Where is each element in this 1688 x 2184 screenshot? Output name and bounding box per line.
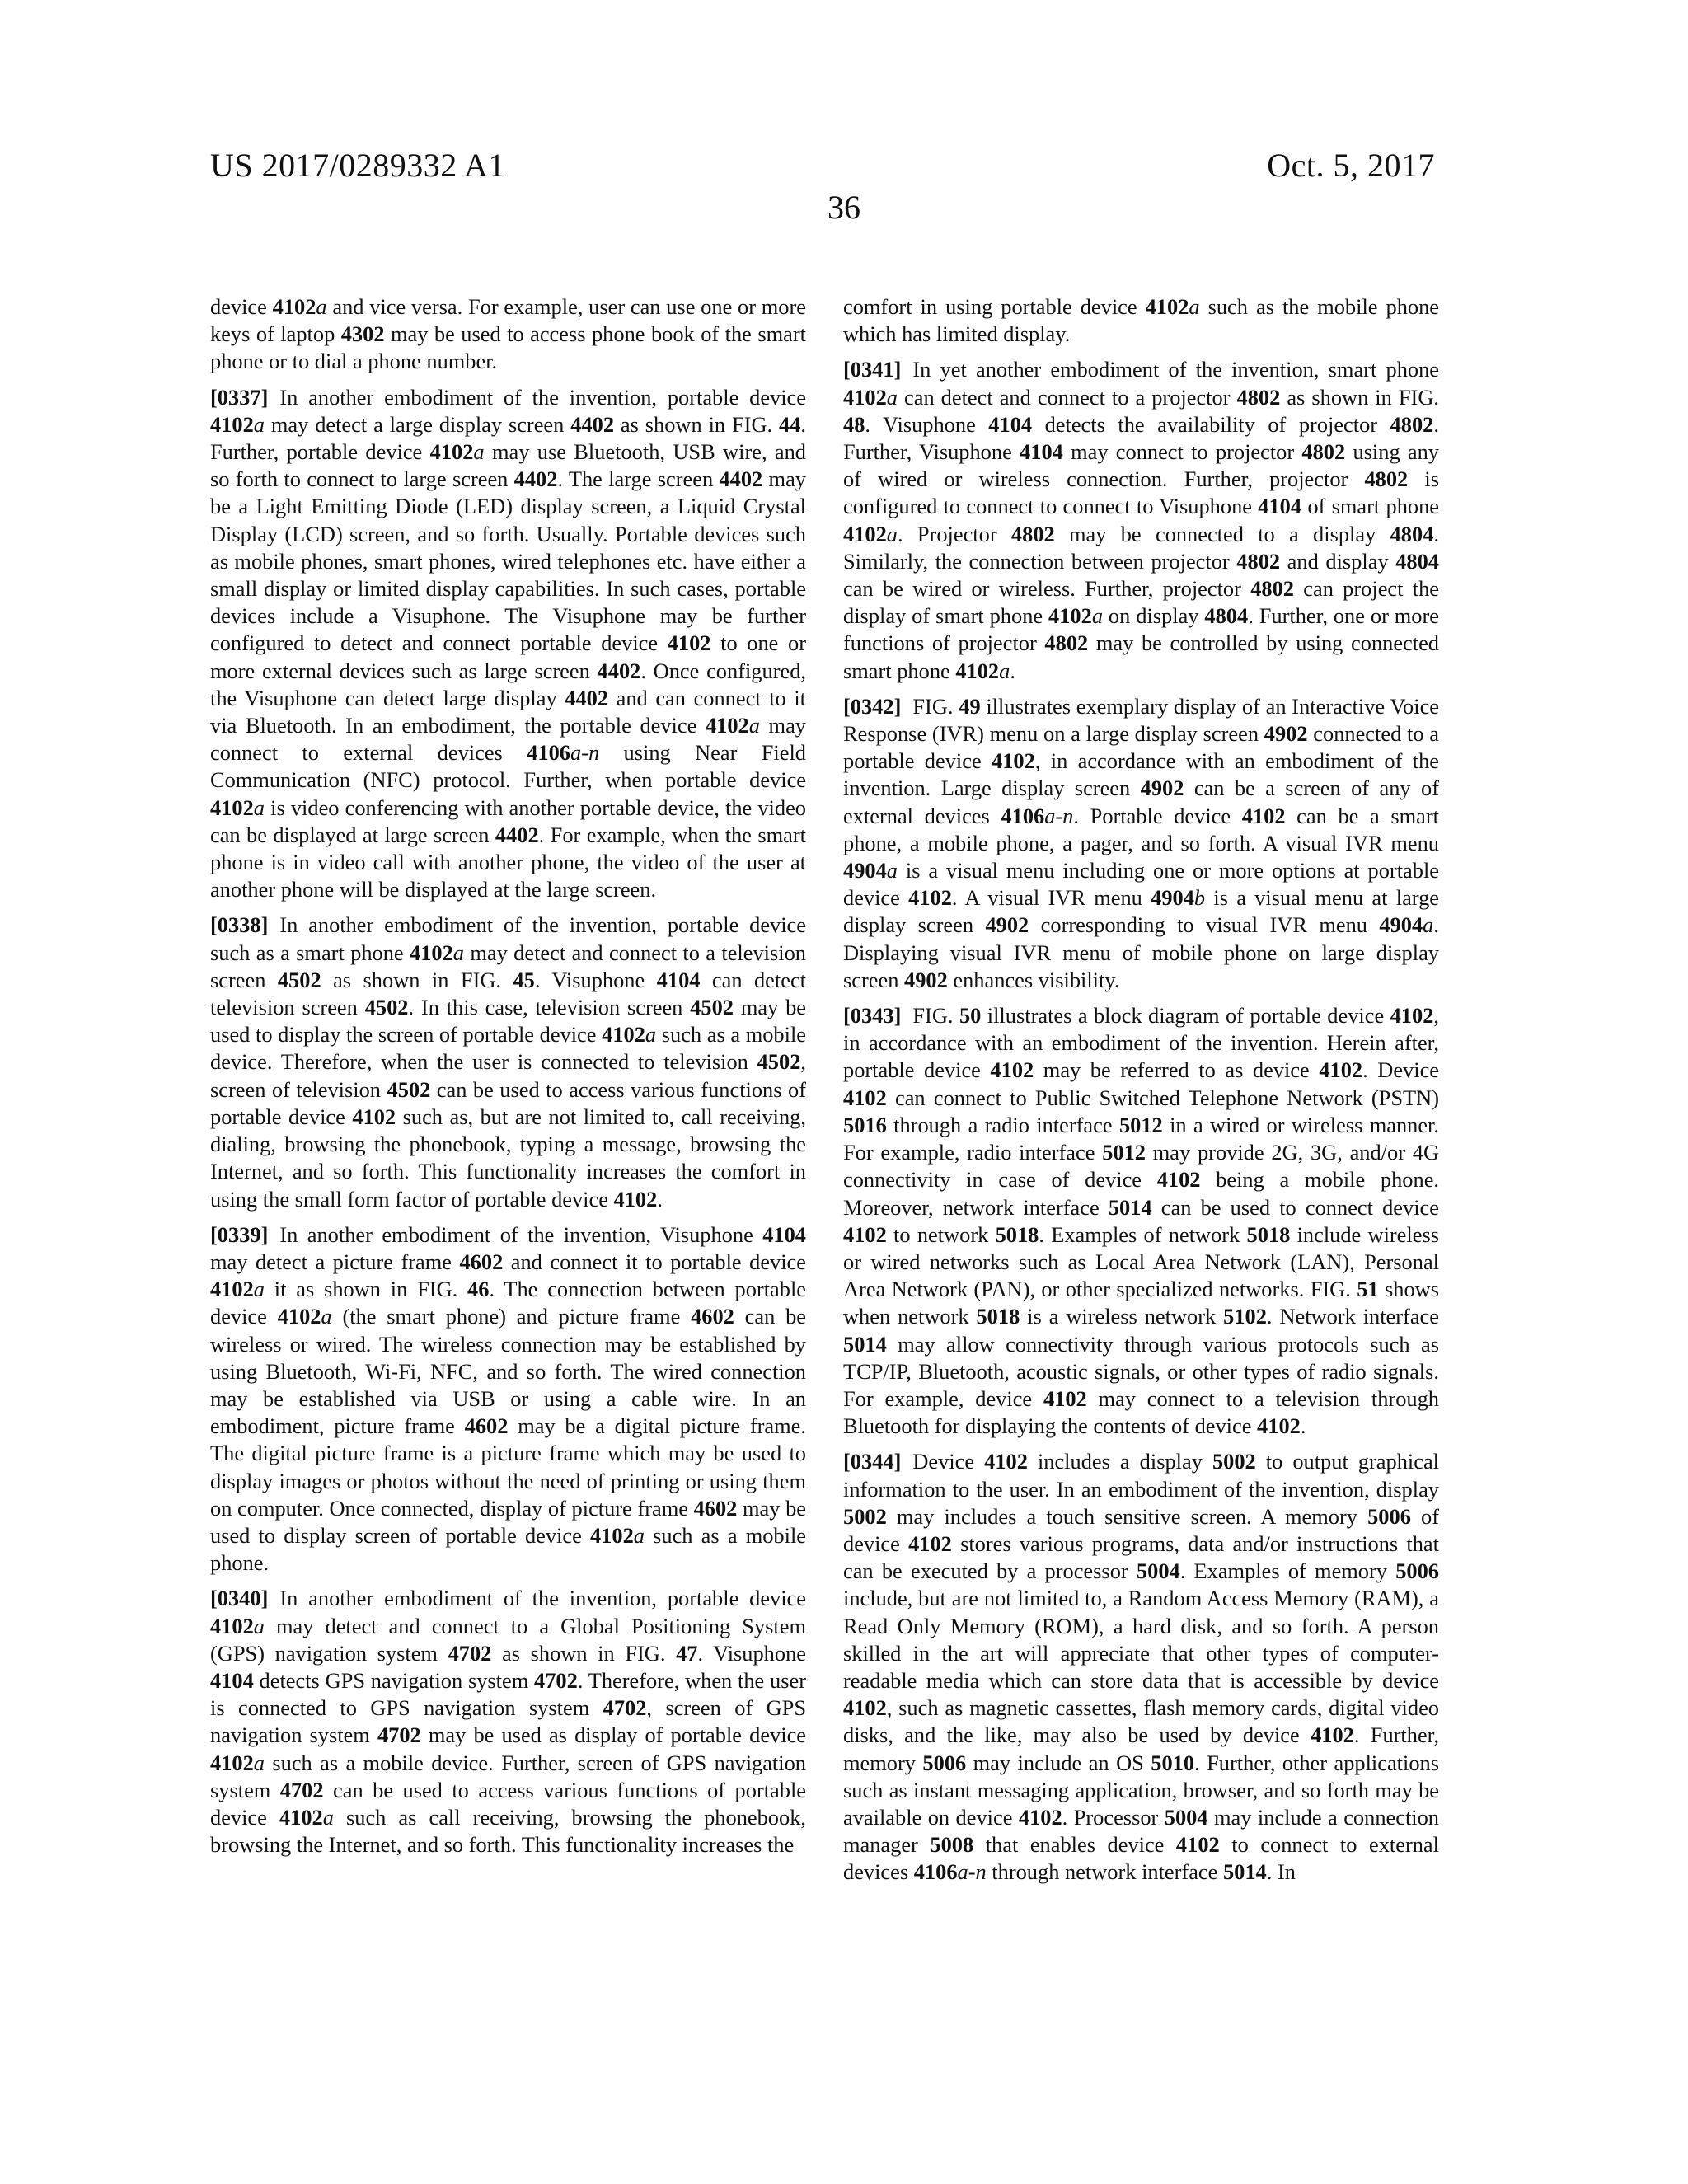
right-column: [843, 293, 1439, 1895]
italic-suffix: a: [1423, 912, 1434, 938]
paragraph-number: [0341]: [843, 357, 902, 382]
reference-numeral: 4802: [1301, 439, 1346, 465]
reference-numeral: 4104: [988, 411, 1033, 437]
italic-suffix: a: [253, 1613, 265, 1638]
reference-numeral: 5008: [930, 1832, 974, 1858]
reference-numeral: 4602: [459, 1249, 504, 1274]
reference-numeral: 4102: [1319, 1057, 1363, 1083]
paragraph: [0344] Device 4102 includes a display 5002 to output graphical information to the user. In an embodiment of the invention, display 5002 may includes a touch sensitive screen. A memory 5006 of device 4102 stores various programs, data and/or instructions that can be executed by a processor 5004. Examples of memory 5006 include, but are not limited to, a Random Access Memory (RAM), a Read Only Memory (ROM), a hard disk, and so forth. A person skilled in the art will appreciate that other types of computer-readable media which can store data that is accessible by device 4102, such as magnetic cassettes, flash memory cards, digital video disks, and the like, may also be used by device 4102. Further, memory 5006 may include an OS 5010. Further, other applications such as instant messaging application, browser, and so forth may be available on device 4102. Processor 5004 may include a connection manager 5008 that enables device 4102 to connect to external devices 4106a-n through network interface 5014. In: [843, 1449, 1440, 1885]
reference-numeral: 4102: [908, 885, 952, 911]
reference-numeral: 4102: [955, 658, 1000, 683]
reference-numeral: 5012: [1118, 1112, 1163, 1137]
reference-numeral: 4502: [364, 995, 409, 1020]
italic-suffix: a: [886, 521, 898, 546]
reference-numeral: 4104: [656, 967, 701, 992]
reference-numeral: 4602: [691, 1304, 734, 1329]
reference-numeral: 4402: [565, 685, 609, 710]
reference-numeral: 4502: [690, 995, 734, 1020]
reference-numeral: 46: [467, 1277, 490, 1302]
reference-numeral: 4106: [913, 1859, 958, 1885]
reference-numeral: 48: [843, 411, 865, 437]
reference-numeral: 4804: [1395, 548, 1439, 574]
reference-numeral: 4102: [279, 1804, 323, 1830]
reference-numeral: 4106: [527, 740, 570, 766]
italic-suffix: a: [886, 384, 898, 410]
reference-numeral: 4102: [613, 1186, 658, 1212]
reference-numeral: 4502: [387, 1076, 431, 1102]
italic-suffix: b: [1193, 885, 1206, 911]
italic-suffix: a: [1091, 603, 1104, 629]
reference-numeral: 4104: [762, 1221, 806, 1247]
reference-numeral: 4402: [495, 822, 539, 847]
reference-numeral: 4102: [1390, 1003, 1434, 1029]
reference-numeral: 50: [959, 1003, 982, 1029]
reference-numeral: 4402: [570, 411, 615, 437]
paragraph: [0340] In another embodiment of the invention, portable device 4102a may detect and connect to a Global Positioning System (GPS) navigation system 4702 as shown in FIG. 47. Visuphone 4104 detects GPS navigation system 4702. Therefore, when the user is connected to GPS navigation system 4702, screen of GPS navigation system 4702 may be used as display of portable device 4102a such as a mobile device. Further, screen of GPS navigation system 4702 can be used to access various functions of portable device 4102a such as call receiving, browsing the phonebook, browsing the Internet, and so forth. This functionality increases the: [210, 1586, 807, 1858]
italic-suffix: a: [886, 858, 898, 883]
paragraph: [0339] In another embodiment of the invention, Visuphone 4104 may detect a picture frame 4602 and connect it to portable device 4102a it as shown in FIG. 46. The connection between portable device 4102a (the smart phone) and picture frame 4602 can be wireless or wired. The wireless connection may be established by using Bluetooth, Wi-Fi, NFC, and so forth. The wired connection may be established via USB or using a cable wire. In an embodiment, picture frame 4602 may be a digital picture frame. The digital picture frame is a picture frame which may be used to display images or photos without the need of printing or using them on computer. Once connected, display of picture frame 4602 may be used to display screen of portable device 4102a such as a mobile phone.: [210, 1221, 806, 1576]
paragraph: [0341] In yet another embodiment of the invention, smart phone 4102a can detect and connect to a projector 4802 as shown in FIG. 48. Visuphone 4104 detects the availability of projector 4802. Further, Visuphone 4104 may connect to projector 4802 using any of wired or wireless connection. Further, projector 4802 is configured to connect to connect to Visuphone 4104 of smart phone 4102a. Projector 4802 may be connected to a display 4804. Similarly, the connection between projector 4802 and display 4804 can be wired or wireless. Further, projector 4802 can project the display of smart phone 4102a on display 4804. Further, one or more functions of projector 4802 may be controlled by using connected smart phone 4102a.: [843, 357, 1440, 683]
reference-numeral: 4302: [340, 321, 385, 347]
reference-numeral: 4402: [597, 658, 641, 683]
paragraph: [0343] FIG. 50 illustrates a block diagram of portable device 4102, in accordance with an embodiment of the invention. Herein after, portable device 4102 may be referred to as device 4102. Device 4102 can connect to Public Switched Telephone Network (PSTN) 5016 through a radio interface 5012 in a wired or wireless manner. For example, radio interface 5012 may provide 2G, 3G, and/or 4G connectivity in case of device 4102 being a mobile phone. Moreover, network interface 5014 can be used to connect device 4102 to network 5018. Examples of network 5018 include wireless or wired networks such as Local Area Network (LAN), Personal Area Network (PAN), or other specialized networks. FIG. 51 shows when network 5018 is a wireless network 5102. Network interface 5014 may allow connectivity through various protocols such as TCP/IP, Bluetooth, acoustic signals, or other types of radio signals. For example, device 4102 may connect to a television through Bluetooth for displaying the contents of device 4102.: [843, 1003, 1440, 1439]
reference-numeral: 4102: [984, 1449, 1028, 1474]
reference-numeral: 4702: [534, 1667, 578, 1693]
reference-numeral: 5014: [843, 1331, 887, 1357]
reference-numeral: 4902: [985, 912, 1029, 938]
reference-numeral: 4902: [1140, 776, 1184, 801]
italic-suffix: a: [253, 411, 265, 437]
reference-numeral: 4904: [843, 858, 887, 883]
reference-numeral: 4102: [352, 1104, 396, 1129]
reference-numeral: 4904: [1151, 885, 1194, 911]
reference-numeral: 4102: [1145, 294, 1189, 319]
reference-numeral: 5006: [922, 1750, 967, 1775]
italic-suffix: a: [473, 439, 485, 465]
paragraph-number: [0343]: [843, 1003, 902, 1029]
reference-numeral: 4102: [1018, 1804, 1062, 1830]
reference-numeral: 5014: [1108, 1194, 1152, 1220]
reference-numeral: 5002: [1212, 1449, 1256, 1474]
italic-suffix: a: [321, 1304, 332, 1329]
reference-numeral: 44: [779, 411, 801, 437]
reference-numeral: 4102: [990, 1057, 1034, 1083]
reference-numeral: 4902: [904, 967, 948, 992]
paragraph-continuation: device 4102a and vice versa. For example, user can use one or more keys of laptop 4302 may be used to access phone book of the smart phone or to dial a phone number.: [210, 294, 806, 374]
reference-numeral: 4102: [843, 521, 887, 546]
italic-suffix: a-n: [957, 1859, 987, 1885]
reference-numeral: 49: [959, 693, 981, 719]
reference-numeral: 4804: [1204, 603, 1249, 629]
italic-suffix: a: [253, 794, 265, 820]
reference-numeral: 4602: [693, 1495, 738, 1521]
reference-numeral: 4102: [1048, 603, 1092, 629]
reference-numeral: 4102: [843, 1221, 887, 1247]
reference-numeral: 4802: [1010, 521, 1055, 546]
reference-numeral: 4102: [1043, 1385, 1087, 1411]
left-column: [210, 293, 806, 1867]
reference-numeral: 5018: [976, 1304, 1020, 1329]
reference-numeral: 5004: [1164, 1804, 1208, 1830]
italic-suffix: a: [316, 294, 327, 319]
reference-numeral: 4102: [908, 1530, 952, 1556]
reference-numeral: 4902: [1264, 721, 1308, 747]
italic-suffix: a: [322, 1804, 334, 1830]
paragraph-number: [0344]: [843, 1449, 902, 1474]
italic-suffix: a: [253, 1750, 265, 1775]
reference-numeral: 4102: [843, 1695, 887, 1721]
italic-suffix: a: [999, 658, 1010, 683]
reference-numeral: 4102: [1241, 803, 1286, 828]
page-number: 36: [828, 189, 860, 226]
reference-numeral: 4904: [1379, 912, 1423, 938]
reference-numeral: 45: [513, 967, 535, 992]
paragraph-number: [0339]: [210, 1221, 269, 1247]
paragraph-number: [0340]: [210, 1586, 269, 1611]
reference-numeral: 51: [1357, 1277, 1379, 1302]
reference-numeral: 4402: [719, 466, 763, 492]
reference-numeral: 47: [676, 1640, 698, 1666]
paragraph-continuation: comfort in using portable device 4102a such as the mobile phone which has limited display.: [843, 294, 1439, 347]
reference-numeral: 4102: [843, 1085, 887, 1110]
reference-numeral: 4104: [1258, 494, 1302, 519]
italic-suffix: a-n: [1044, 803, 1074, 828]
reference-numeral: 4502: [277, 967, 321, 992]
reference-numeral: 4802: [1390, 411, 1434, 437]
paragraph-number: [0337]: [210, 384, 269, 410]
reference-numeral: 4702: [448, 1640, 492, 1666]
reference-numeral: 5004: [1136, 1558, 1180, 1584]
reference-numeral: 4102: [1156, 1167, 1201, 1193]
reference-numeral: 4106: [1001, 803, 1045, 828]
reference-numeral: 4102: [210, 1277, 254, 1302]
reference-numeral: 4102: [410, 940, 453, 965]
reference-numeral: 4104: [1020, 439, 1063, 465]
reference-numeral: 4502: [757, 1049, 801, 1075]
paragraph-number: [0342]: [843, 693, 902, 719]
reference-numeral: 4102: [992, 748, 1035, 774]
reference-numeral: 5010: [1151, 1750, 1195, 1775]
reference-numeral: 4702: [377, 1722, 421, 1748]
italic-suffix: a: [633, 1522, 645, 1548]
publication-date: Oct. 5, 2017: [1267, 147, 1435, 184]
italic-suffix: a: [1189, 294, 1200, 319]
italic-suffix: a: [253, 1277, 265, 1302]
reference-numeral: 4804: [1390, 521, 1434, 546]
reference-numeral: 4102: [210, 794, 254, 820]
reference-numeral: 4102: [667, 630, 711, 656]
reference-numeral: 4102: [589, 1522, 634, 1548]
reference-numeral: 4102: [843, 384, 887, 410]
reference-numeral: 4402: [513, 466, 558, 492]
italic-suffix: a: [452, 940, 464, 965]
reference-numeral: 4602: [464, 1413, 509, 1439]
reference-numeral: 4102: [429, 439, 474, 465]
reference-numeral: 5014: [1222, 1859, 1267, 1885]
reference-numeral: 4702: [279, 1777, 324, 1802]
reference-numeral: 4102: [277, 1304, 321, 1329]
reference-numeral: 4102: [210, 1613, 254, 1638]
reference-numeral: 4102: [1257, 1413, 1301, 1439]
paragraph: [0342] FIG. 49 illustrates exemplary display of an Interactive Voice Response (IVR) menu on a large display screen 4902 connected to a portable device 4102, in accordance with an embodiment of the invention. Large display screen 4902 can be a screen of any of external devices 4106a-n. Portable device 4102 can be a smart phone, a mobile phone, a pager, and so forth. A visual IVR menu 4904a is a visual menu including one or more options at portable device 4102. A visual IVR menu 4904b is a visual menu at large display screen 4902 corresponding to visual IVR menu 4904a. Displaying visual IVR menu of mobile phone on large display screen 4902 enhances visibility.: [843, 693, 1440, 992]
reference-numeral: 5006: [1395, 1558, 1439, 1584]
reference-numeral: 4102: [602, 1022, 645, 1047]
reference-numeral: 4102: [1311, 1722, 1354, 1748]
reference-numeral: 5006: [1367, 1503, 1411, 1529]
reference-numeral: 4802: [1236, 548, 1281, 574]
reference-numeral: 4802: [1236, 384, 1281, 410]
reference-numeral: 4802: [1044, 630, 1089, 656]
reference-numeral: 4102: [272, 294, 316, 319]
paragraph: [0338] In another embodiment of the invention, portable device such as a smart phone 4102a may detect and connect to a television screen 4502 as shown in FIG. 45. Visuphone 4104 can detect television screen 4502. In this case, television screen 4502 may be used to display the screen of portable device 4102a such as a mobile device. Therefore, when the user is connected to television 4502, screen of television 4502 can be used to access various functions of portable device 4102 such as, but are not limited to, call receiving, dialing, browsing the phonebook, typing a message, browsing the Internet, and so forth. This functionality increases the comfort in using the small form factor of portable device 4102.: [210, 912, 807, 1212]
reference-numeral: 4102: [705, 713, 749, 738]
reference-numeral: 4104: [210, 1667, 254, 1693]
reference-numeral: 5012: [1102, 1140, 1146, 1165]
italic-suffix: a: [645, 1022, 657, 1047]
reference-numeral: 4802: [1364, 466, 1409, 492]
reference-numeral: 5102: [1223, 1304, 1267, 1329]
reference-numeral: 5018: [995, 1221, 1039, 1247]
reference-numeral: 4102: [1175, 1832, 1220, 1858]
paragraph-number: [0338]: [210, 912, 269, 938]
reference-numeral: 4102: [210, 1750, 254, 1775]
reference-numeral: 5016: [843, 1112, 887, 1137]
italic-suffix: a: [748, 713, 760, 738]
paragraph: [0337] In another embodiment of the invention, portable device 4102a may detect a large display screen 4402 as shown in FIG. 44. Further, portable device 4102a may use Bluetooth, USB wire, and so forth to connect to large screen 4402. The large screen 4402 may be a Light Emitting Diode (LED) display screen, a Liquid Crystal Display (LCD) screen, and so forth. Usually. Portable devices such as mobile phones, smart phones, wired telephones etc. have either a small display or limited display capabilities. In such cases, portable devices include a Visuphone. The Visuphone may be further configured to detect and connect portable device 4102 to one or more external devices such as large screen 4402. Once configured, the Visuphone can detect large display 4402 and can connect to it via Bluetooth. In an embodiment, the portable device 4102a may connect to external devices 4106a-n using Near Field Communication (NFC) protocol. Further, when portable device 4102a is video conferencing with another portable device, the video can be displayed at large screen 4402. For example, when the smart phone is in video call with another phone, the video of the user at another phone will be displayed at the large screen.: [210, 384, 807, 902]
italic-suffix: a-n: [570, 740, 600, 766]
reference-numeral: 4102: [210, 411, 254, 437]
reference-numeral: 4802: [1250, 576, 1294, 602]
reference-numeral: 5002: [843, 1503, 887, 1529]
reference-numeral: 4702: [603, 1695, 647, 1721]
publication-number: US 2017/0289332 A1: [210, 147, 505, 184]
reference-numeral: 5018: [1246, 1221, 1291, 1247]
